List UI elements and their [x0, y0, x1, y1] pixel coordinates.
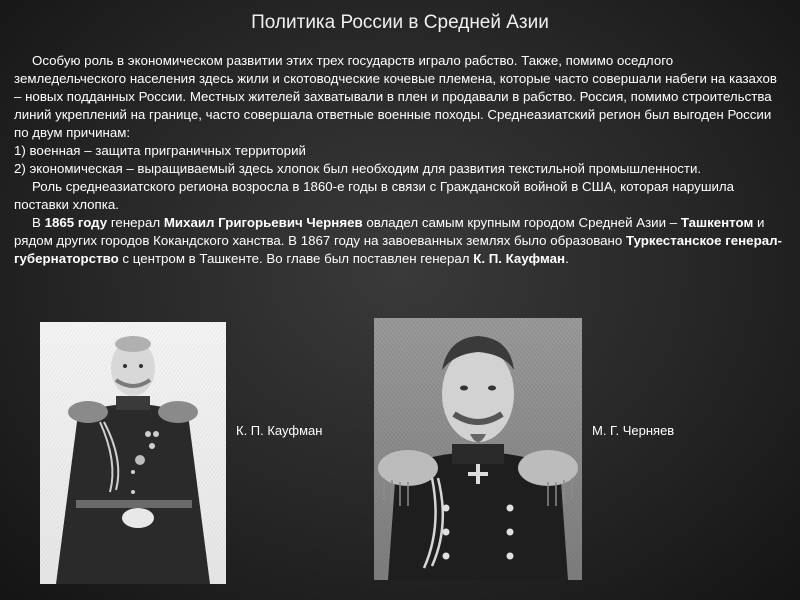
paragraph-reason-economic: 2) экономическая – выращиваемый здесь хлопок был необходим для развития текстильной промышленности. — [14, 161, 702, 176]
text-run: с центром в Ташкенте. Во главе был поставлен генерал — [118, 251, 474, 266]
text-run: овладел самым крупным городом Средней Азии – — [362, 215, 681, 230]
paragraph-tashkent — [14, 214, 786, 268]
slide-title: Политика России в Средней Азии — [251, 12, 549, 33]
portrait-kaufman — [40, 322, 226, 584]
paragraph-reason-military: 1) военная – защита приграничных территорий — [14, 143, 306, 158]
portrait-chernyaev — [374, 318, 582, 580]
bold-kaufman: К. П. Кауфман — [473, 251, 566, 266]
text-run: и рядом других городов Кокандского ханства. В 1867 году на завоеванных землях было образовано — [14, 215, 765, 248]
text-run: В — [32, 215, 45, 230]
caption-kaufman: К. П. Кауфман — [236, 423, 323, 438]
caption-chernyaev: М. Г. Черняев — [592, 423, 675, 438]
bold-chernyaev: Михаил Григорьевич Черняев — [163, 215, 363, 230]
bold-governorate: Туркестанское генерал-губернаторство — [14, 233, 782, 266]
bold-tashkent: Ташкентом — [680, 215, 754, 230]
paragraph-civil-war: Роль среднеазиатского региона возросла в 1860-е годы в связи с Гражданской войной в США, которая нарушила поставки хлопка. — [14, 179, 735, 212]
text-run: . — [565, 251, 569, 266]
bold-year: 1865 году — [44, 215, 108, 230]
chernyaev-engraving-image — [374, 318, 582, 580]
paragraph-slavery: Особую роль в экономическом развитии этих трех государств играло рабство. Также, помимо оседлого земледельческого населения здесь жили и скотоводческие кочевые племена, которые часто совершали набеги на казахов – новых подданных России. Местных жителей захватывали в плен и продавали в рабство. Россия, помимо строительства линий укреплений на границе, часто совершала ответные военные походы. Среднеазиатский регион был выгоден России по двум причинам: — [14, 53, 777, 140]
slide-body-text — [14, 52, 786, 268]
text-run: генерал — [107, 215, 164, 230]
kaufman-engraving-image — [40, 322, 226, 584]
